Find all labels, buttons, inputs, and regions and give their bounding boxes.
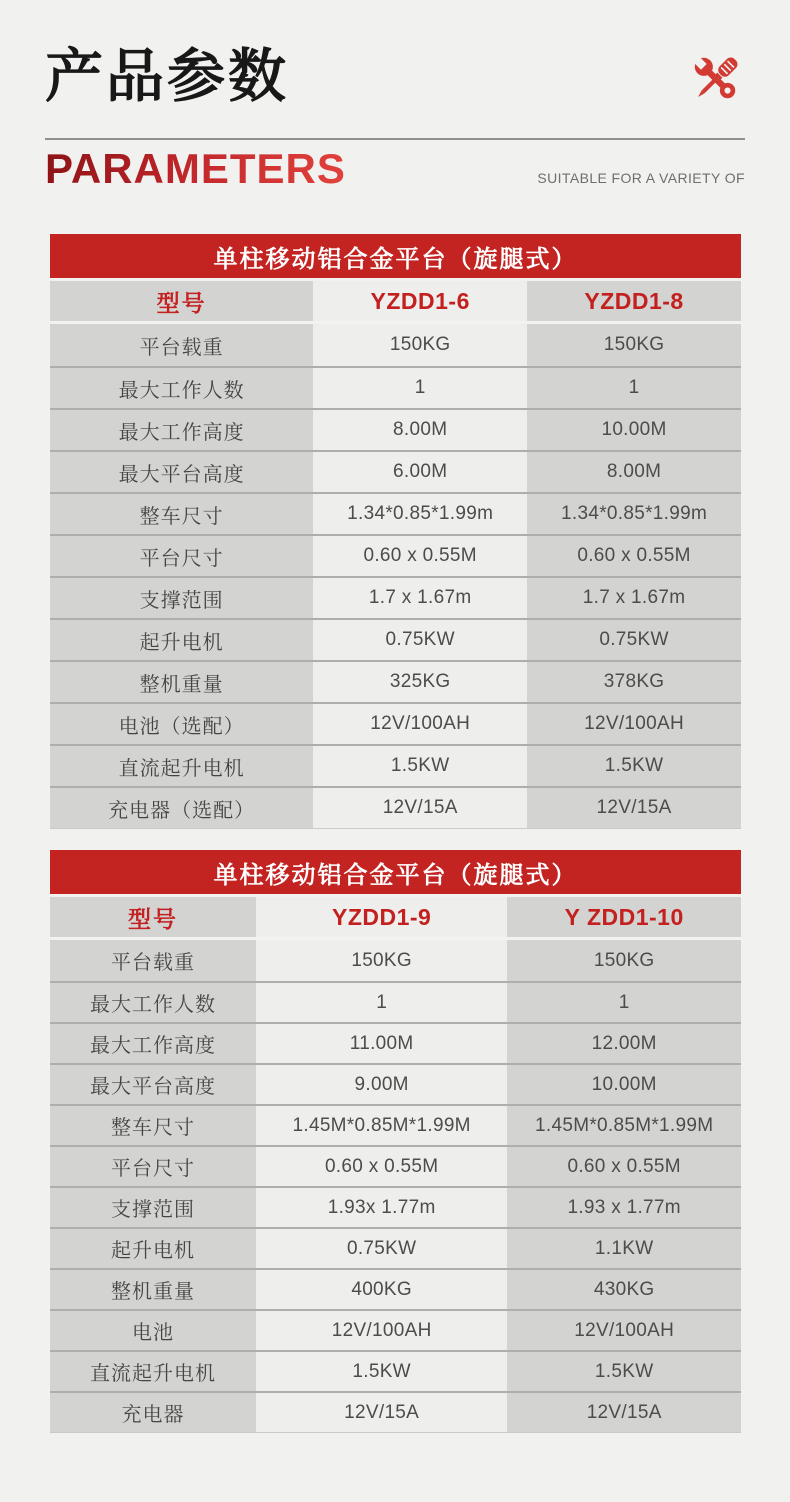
table-row [50,534,741,576]
row-value-2: 150KG [507,940,741,981]
row-label: 起升电机 [50,620,313,660]
spec-table-2 [50,850,741,1433]
row-value-1: 1.7 x 1.67m [313,578,527,618]
row-label: 最大工作人数 [50,368,313,408]
row-value-2: 0.75KW [527,620,741,660]
row-value-1: 400KG [256,1270,508,1309]
model-row-label: 型号 [50,897,256,937]
row-value-1: 1 [313,368,527,408]
row-value-2: 0.60 x 0.55M [507,1147,741,1186]
table-row [50,408,741,450]
row-value-2: 1.45M*0.85M*1.99M [507,1106,741,1145]
row-value-2: 12V/15A [527,788,741,828]
row-value-1: 8.00M [313,410,527,450]
tools-icon [687,50,745,108]
row-label: 支撑范围 [50,578,313,618]
table-2-grid [50,897,741,1433]
table-row [50,450,741,492]
table-1-grid [50,281,741,829]
page-subtitle: PARAMETERS [45,145,346,192]
row-value-2: 1 [527,368,741,408]
row-label: 平台尺寸 [50,536,313,576]
row-value-2: 12V/15A [507,1393,741,1432]
row-label: 最大工作高度 [50,410,313,450]
row-label: 最大工作人数 [50,983,256,1022]
row-label: 最大工作高度 [50,1024,256,1063]
row-value-1: 12V/15A [313,788,527,828]
table-row [50,576,741,618]
header-tagline: SUITABLE FOR A VARIETY OF [537,170,745,186]
row-value-2: 8.00M [527,452,741,492]
row-value-2: 378KG [527,662,741,702]
table-1-title: 单柱移动铝合金平台（旋腿式） [50,234,741,278]
row-value-1: 9.00M [256,1065,508,1104]
table-row [50,1104,741,1145]
row-value-1: 1.5KW [313,746,527,786]
table-row [50,492,741,534]
row-value-2: 1.34*0.85*1.99m [527,494,741,534]
row-label: 直流起升电机 [50,746,313,786]
table-2-title: 单柱移动铝合金平台（旋腿式） [50,850,741,894]
table-row [50,660,741,702]
table-row [50,1309,741,1350]
table-row [50,1186,741,1227]
model-name-1: YZDD1-9 [256,897,508,937]
model-row [50,897,741,940]
row-value-2: 1 [507,983,741,1022]
row-value-1: 1 [256,983,508,1022]
subtitle-row [45,146,745,192]
page-header [0,0,790,192]
row-value-1: 150KG [256,940,508,981]
table-row [50,324,741,366]
row-label: 整机重量 [50,662,313,702]
row-value-1: 0.60 x 0.55M [313,536,527,576]
row-value-1: 0.60 x 0.55M [256,1147,508,1186]
table-row [50,1350,741,1391]
row-value-1: 325KG [313,662,527,702]
model-row [50,281,741,324]
row-label: 平台尺寸 [50,1147,256,1186]
row-value-2: 1.1KW [507,1229,741,1268]
table-row [50,366,741,408]
model-name-2: Y ZDD1-10 [507,897,741,937]
table-row [50,940,741,981]
row-value-2: 1.93 x 1.77m [507,1188,741,1227]
row-value-2: 0.60 x 0.55M [527,536,741,576]
model-name-2: YZDD1-8 [527,281,741,321]
row-label: 平台载重 [50,940,256,981]
row-label: 最大平台高度 [50,452,313,492]
row-label: 直流起升电机 [50,1352,256,1391]
table-row [50,618,741,660]
row-label: 充电器 [50,1393,256,1432]
row-value-1: 1.5KW [256,1352,508,1391]
table-row [50,1063,741,1104]
row-label: 电池 [50,1311,256,1350]
row-label: 起升电机 [50,1229,256,1268]
row-label: 整机重量 [50,1270,256,1309]
title-row [45,46,745,126]
row-value-2: 430KG [507,1270,741,1309]
row-value-2: 1.5KW [527,746,741,786]
row-value-1: 150KG [313,324,527,366]
row-label: 整车尺寸 [50,1106,256,1145]
row-value-1: 11.00M [256,1024,508,1063]
page-title: 产品参数 [45,44,290,109]
row-value-1: 12V/15A [256,1393,508,1432]
row-label: 整车尺寸 [50,494,313,534]
table-row [50,1145,741,1186]
row-label: 电池（选配） [50,704,313,744]
row-value-2: 10.00M [507,1065,741,1104]
table-row [50,786,741,828]
spec-table-1 [50,234,741,829]
row-value-1: 1.34*0.85*1.99m [313,494,527,534]
model-row-label: 型号 [50,281,313,321]
row-value-1: 6.00M [313,452,527,492]
row-value-2: 12V/100AH [527,704,741,744]
row-value-1: 0.75KW [313,620,527,660]
row-value-1: 12V/100AH [256,1311,508,1350]
row-value-2: 1.7 x 1.67m [527,578,741,618]
row-value-1: 0.75KW [256,1229,508,1268]
row-value-2: 12.00M [507,1024,741,1063]
row-label: 支撑范围 [50,1188,256,1227]
table-row [50,744,741,786]
row-value-2: 150KG [527,324,741,366]
table-row [50,702,741,744]
row-value-2: 1.5KW [507,1352,741,1391]
model-name-1: YZDD1-6 [313,281,527,321]
table-row [50,1022,741,1063]
row-value-1: 1.45M*0.85M*1.99M [256,1106,508,1145]
row-value-2: 10.00M [527,410,741,450]
row-label: 平台载重 [50,324,313,366]
table-row [50,1391,741,1432]
row-label: 充电器（选配） [50,788,313,828]
row-value-1: 12V/100AH [313,704,527,744]
table-row [50,981,741,1022]
table-row [50,1268,741,1309]
row-value-1: 1.93x 1.77m [256,1188,508,1227]
header-divider [45,138,745,140]
row-value-2: 12V/100AH [507,1311,741,1350]
row-label: 最大平台高度 [50,1065,256,1104]
table-row [50,1227,741,1268]
